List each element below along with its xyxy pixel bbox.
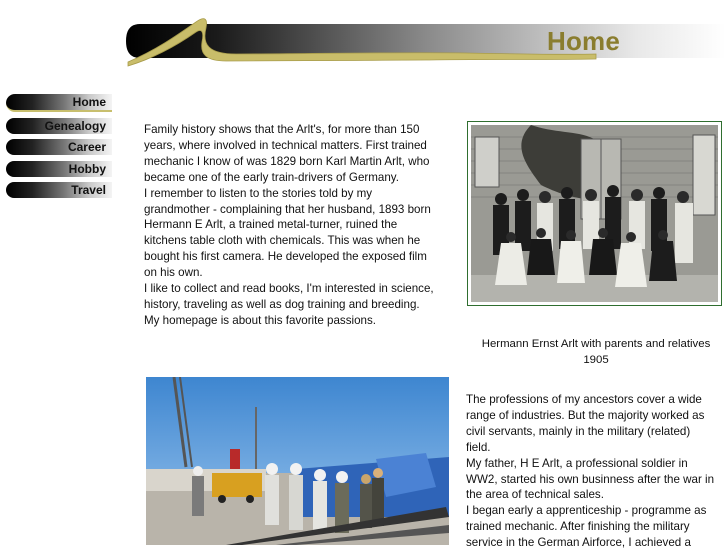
nav-item-travel[interactable] [6, 182, 112, 198]
career-line: range of industries. But the majority worked as [466, 408, 705, 422]
intro-line: I like to collect and read books, I'm interested in science, [144, 282, 434, 296]
nav-item-hobby[interactable] [6, 161, 112, 177]
caption-year: 1905 [583, 353, 609, 366]
photo-caption [466, 337, 726, 368]
intro-line: I remember to listen to the stories told by my [144, 186, 373, 200]
intro-line: history, traveling as well as dog training and breeding. [144, 297, 420, 311]
nav-item-home[interactable] [6, 94, 112, 112]
nav-item-label: Hobby [68, 161, 106, 176]
banner-swoosh-graphic [126, 14, 726, 70]
intro-line: on his own. [144, 266, 203, 280]
caption-line: Hermann Ernst Arlt with parents and relatives [481, 338, 711, 350]
sidebar-nav [6, 94, 112, 204]
career-text [466, 392, 724, 551]
intro-line: Family history shows that the Arlt's, for more than 150 [144, 123, 420, 136]
intro-line: became one of the early train-drivers of Germany. [144, 170, 399, 184]
career-line: trained mechanic. After finishing the military [466, 520, 690, 534]
family-photo [467, 121, 722, 306]
career-line: I began early a apprenticeship - programme as [466, 504, 707, 518]
nav-item-label: Career [67, 140, 106, 154]
intro-line: bought his first camera. He developed the exposed film [144, 250, 427, 264]
intro-text [144, 122, 444, 329]
intro-line: kitchens table cloth with chemicals. This was when he [144, 234, 421, 248]
header-banner [126, 14, 726, 70]
nav-item-genealogy[interactable] [6, 118, 112, 134]
nav-item-label: Home [72, 95, 106, 109]
industrial-site-photo-image [146, 377, 449, 545]
intro-line: mechanic I know of was 1829 born Karl Martin Arlt, who [144, 154, 430, 168]
career-line: the area of technical sales. [466, 488, 604, 502]
nav-item-label: Travel [71, 183, 106, 197]
career-line: WW2, started his own businness after the war in [466, 472, 715, 486]
career-line: field. [466, 440, 491, 454]
career-line: The professions of my ancestors cover a wide [466, 393, 702, 406]
nav-item-label: Genealogy [44, 118, 106, 133]
nav-item-career[interactable] [6, 139, 112, 155]
intro-line: years, where involved in technical matters. First trained [144, 138, 427, 152]
career-line: service in the German Airforce, I achieved a [466, 536, 691, 550]
workshop-photo [146, 377, 449, 545]
career-line: My father, H E Arlt, a professional soldier in [466, 456, 688, 470]
intro-line: grandmother - complaining that her husband, 1893 born [144, 202, 431, 216]
intro-line: Hermann E Arlt, a trained metal-turner, ruined the [144, 218, 398, 232]
page-title: Home [547, 26, 621, 56]
career-line: civil servants, mainly in the military (related) [466, 424, 691, 438]
family-group-photo-image [471, 125, 718, 302]
intro-line: My homepage is about this favorite passions. [144, 313, 376, 327]
